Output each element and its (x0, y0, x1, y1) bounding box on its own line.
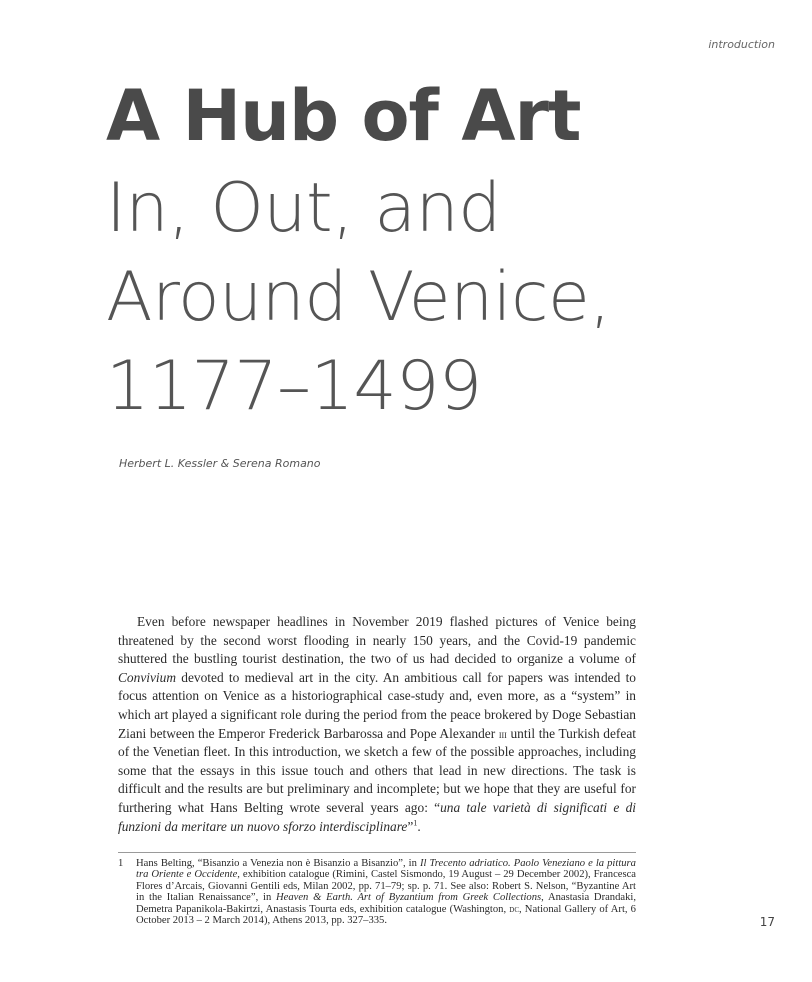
subtitle-line: 1177–1499 (106, 347, 482, 426)
page-number: 17 (759, 915, 775, 929)
cited-title: Heaven & Earth. Art of Byzantium from Greek Collections (276, 892, 542, 904)
footnote-ref[interactable]: 1 (413, 818, 418, 828)
running-head: introduction (708, 38, 775, 51)
body-text-run: until the Turkish defeat of the Venetian fleet. In this introduction, we sketch a few of the possible approaches, including some that the essays in this issue touch and others that lead in new directions. The task is difficult and the results are but preliminary and incomplete; but we hope that they are useful for furthering what Hans Belting wrote several years ago: “ (118, 725, 636, 815)
body-text-run: . (417, 818, 421, 834)
footnote-text (136, 858, 636, 926)
roman-numeral: iii (498, 726, 507, 741)
subtitle-line: Around Venice, (106, 258, 611, 337)
footnote-divider (118, 852, 636, 853)
article-subtitle (106, 164, 610, 431)
footnote-text-run: , Anastasia Drandaki, Demetra Papanikola-Bakirtzi, Anastasis Tourta eds, exhibition catalogue (Washington, (136, 892, 636, 915)
journal-name: Convivium (118, 669, 177, 685)
body-text-run: devoted to medieval art in the city. An ambitious call for papers was intended to focus attention on Venice as a historiographical case-study and, even more, as a “system” in which art played a significant role during the period from the peace brokered by Doge Sebastian Ziani between the Emperor Frederick Barbarossa and Pope Alexander (118, 669, 636, 741)
footnote-text-run: , National Gallery of Art, 6 October 2013 – 2 March 2014), Athens 2013, pp. 327–335. (136, 903, 636, 927)
abbreviation: dc (509, 903, 519, 915)
cited-title: Il Trecento adriatico. Paolo Veneziano e la pittura tra Oriente e Occidente (136, 858, 636, 881)
body-text-run: Even before newspaper headlines in November 2019 flashed pictures of Venice being threatened by the second worst flooding in nearly 150 years, and the Covid-19 pandemic shuttered the bustling tourist destination, the two of us had decided to organize a volume of (118, 614, 636, 667)
footnote-text-run: Hans Belting, “Bisanzio a Venezia non è Bisanzio a Bisanzio”, in (136, 858, 420, 869)
subtitle-line: In, Out, and (106, 169, 501, 248)
body-text-run: ” (407, 818, 414, 834)
footnote (118, 858, 636, 926)
author-byline: Herbert L. Kessler & Serena Romano (119, 457, 321, 470)
footnote-number: 1 (118, 858, 124, 869)
body-paragraph (118, 613, 636, 836)
quotation: una tale varietà di significati e di funzioni da meritare un nuovo sforzo interdisciplinare (118, 799, 636, 834)
article-title: A Hub of Art (106, 75, 581, 157)
footnote-text-run: , exhibition catalogue (Rimini, Castel Sismondo, 19 August – 29 December 2002), Francesca Flores d’Arcais, Giovanni Gentili eds, Milan 2002, pp. 71–79; sp. p. 71. See also: Robert S. Nelson, “Byzantine Art in the Italian Renaissance”, in (136, 869, 636, 904)
